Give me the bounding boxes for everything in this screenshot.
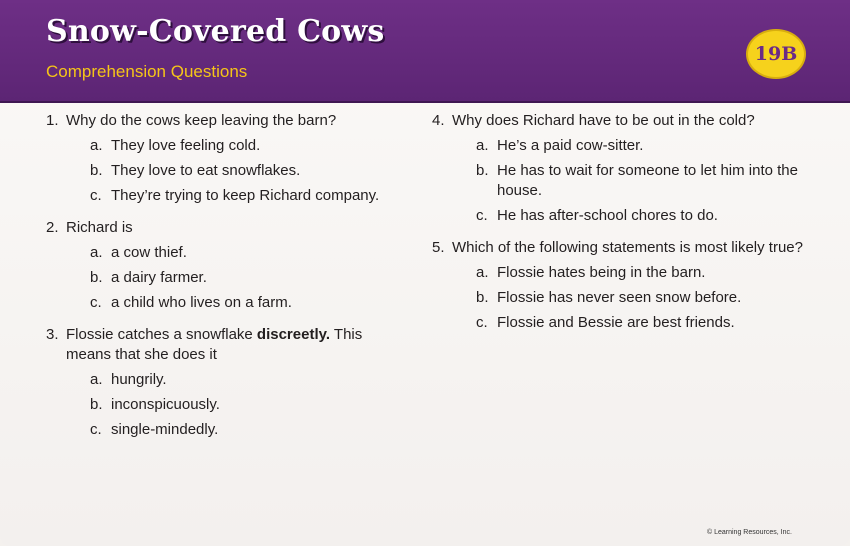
- option-letter: b.: [90, 162, 103, 179]
- option-letter: a.: [476, 264, 489, 281]
- question-number: 4.: [432, 112, 445, 129]
- option-letter: b.: [90, 269, 103, 286]
- question-text: Why do the cows keep leaving the barn?: [66, 112, 337, 129]
- option-letter: a.: [90, 371, 103, 388]
- option-letter: a.: [90, 244, 103, 261]
- answer-option-c: [66, 293, 406, 313]
- question-number: 2.: [46, 219, 59, 236]
- answer-option-b: [452, 288, 812, 308]
- answer-option-b: [66, 268, 406, 288]
- option-text: Flossie has never seen snow before.: [497, 289, 742, 306]
- option-text: He has to wait for someone to let him into the house.: [497, 162, 798, 199]
- vocabulary-word: discreetly.: [256, 326, 331, 343]
- card-subtitle: Comprehension Questions: [46, 62, 248, 81]
- card-header: [0, 0, 850, 103]
- option-letter: b.: [90, 396, 103, 413]
- option-text: a child who lives on a farm.: [111, 294, 292, 311]
- option-text: Flossie and Bessie are best friends.: [497, 314, 735, 331]
- option-text: single-mindedly.: [111, 421, 219, 438]
- question-2: [46, 218, 406, 313]
- question-5: [432, 238, 812, 333]
- right-question-column: [432, 111, 812, 345]
- answer-option-c: [452, 206, 812, 226]
- copyright-notice: © Learning Resources, Inc.: [707, 529, 792, 536]
- answer-option-c: [66, 420, 406, 440]
- answer-option-b: [452, 161, 812, 201]
- card-title: Snow-Covered Cows: [46, 14, 385, 49]
- answer-option-a: [66, 243, 406, 263]
- option-text: He’s a paid cow-sitter.: [497, 137, 644, 154]
- option-letter: b.: [476, 289, 489, 306]
- option-letter: a.: [476, 137, 489, 154]
- answer-option-a: [452, 263, 812, 283]
- question-text: Why does Richard have to be out in the cold?: [452, 112, 755, 129]
- answer-option-a: [452, 136, 812, 156]
- option-text: Flossie hates being in the barn.: [497, 264, 706, 281]
- question-text: Which of the following statements is most likely true?: [452, 239, 803, 256]
- question-text-start: Flossie catches a snowflake: [66, 326, 257, 343]
- question-text: [66, 325, 406, 365]
- answer-option-a: [66, 136, 406, 156]
- question-number: 3.: [46, 326, 59, 343]
- option-text: They love to eat snowflakes.: [111, 162, 301, 179]
- option-letter: c.: [90, 294, 102, 311]
- question-3: [46, 325, 406, 440]
- option-text: a dairy farmer.: [111, 269, 207, 286]
- option-text: They love feeling cold.: [111, 137, 261, 154]
- left-question-column: [46, 111, 406, 452]
- answer-option-b: [66, 395, 406, 415]
- option-letter: c.: [90, 421, 102, 438]
- question-text-end: This means that she does it: [66, 326, 363, 363]
- option-letter: a.: [90, 137, 103, 154]
- answer-option-b: [66, 161, 406, 181]
- option-text: He has after-school chores to do.: [497, 207, 718, 224]
- option-text: a cow thief.: [111, 244, 187, 261]
- question-1: [46, 111, 406, 206]
- answer-option-a: [66, 370, 406, 390]
- question-number: 5.: [432, 239, 445, 256]
- option-letter: b.: [476, 162, 489, 179]
- answer-option-c: [452, 313, 812, 333]
- question-number: 1.: [46, 112, 59, 129]
- option-text: inconspicuously.: [111, 396, 220, 413]
- option-letter: c.: [476, 314, 488, 331]
- option-text: They’re trying to keep Richard company.: [111, 187, 380, 204]
- option-text: hungrily.: [111, 371, 167, 388]
- question-text: Richard is: [66, 219, 133, 236]
- card-number-badge: 19B: [746, 29, 806, 79]
- question-4: [432, 111, 812, 226]
- option-letter: c.: [476, 207, 488, 224]
- answer-option-c: [66, 186, 406, 206]
- option-letter: c.: [90, 187, 102, 204]
